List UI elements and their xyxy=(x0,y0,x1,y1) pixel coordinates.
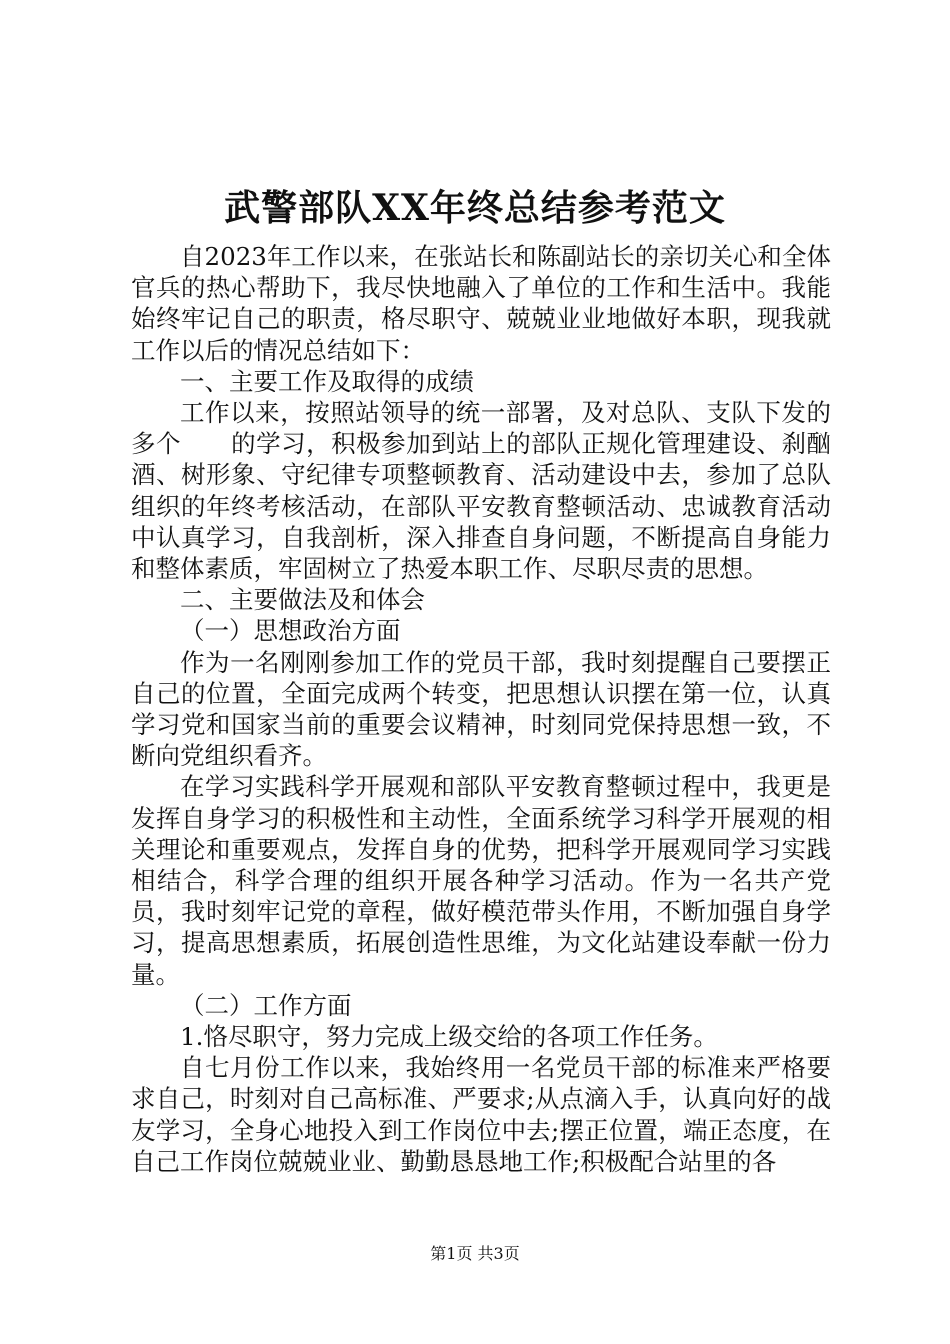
paragraph-work-1: 自七月份工作以来，我始终用一名党员干部的标准来严格要求自己，时刻对自己高标准、严要求;从点滴入手，认真向好的战友学习，全身心地投入到工作岗位中去;摆正位置，端正态度，在自己工作岗位兢兢业业、勤勤恳恳地工作;积极配合站里的各 xyxy=(131,1053,831,1176)
subsection-heading-ideology: （一）思想政治方面 xyxy=(180,616,401,646)
section-heading-1: 一、主要工作及取得的成绩 xyxy=(180,366,474,396)
page-footer: 第1页 共3页 xyxy=(430,1244,520,1263)
paragraph-intro: 自2023年工作以来，在张站长和陈副站长的亲切关心和全体官兵的热心帮助下，我尽快地融入了单位的工作和生活中。我能始终牢记自己的职责，格尽职守、兢兢业业地做好本职，现我就工作以后的情况总结如下： xyxy=(131,242,831,365)
section-heading-2: 二、主要做法及和体会 xyxy=(180,585,425,615)
subsection-heading-work: （二）工作方面 xyxy=(180,990,352,1020)
paragraph-ideology-1: 作为一名刚刚参加工作的党员干部，我时刻提醒自己要摆正自己的位置，全面完成两个转变，把思想认识摆在第一位，认真学习党和国家当前的重要会议精神，时刻同党保持思想一致，不断向党组织看齐。 xyxy=(131,647,831,771)
document-title: 武警部队XX年终总结参考范文 xyxy=(224,187,726,229)
numbered-heading-1: 1.恪尽职守，努力完成上级交给的各项工作任务。 xyxy=(180,1022,718,1052)
paragraph-ideology-2: 在学习实践科学开展观和部队平安教育整顿过程中，我更是发挥自身学习的积极性和主动性，全面系统学习科学开展观的相关理论和重要观点，发挥自身的优势，把科学开展观同学习实践相结合，科学合理的组织开展各种学习活动。作为一名共产党员，我时刻牢记党的章程，做好模范带头作用，不断加强自身学习，提高思想素质，拓展创造性思维，为文化站建设奉献一份力量。 xyxy=(131,772,831,989)
document-body xyxy=(131,241,831,1177)
paragraph-achievements: 工作以来，按照站领导的统一部署，及对总队、支队下发的多个 的学习，积极参加到站上的部队正规化管理建设、刹酗酒、树形象、守纪律专项整顿教育、活动建设中去，参加了总队组织的年终考核活动，在部队平安教育整顿活动、忠诚教育活动中认真学习，自我剖析，深入排查自身问题，不断提高自身能力和整体素质，牢固树立了热爱本职工作、尽职尽责的思想。 xyxy=(131,398,831,584)
